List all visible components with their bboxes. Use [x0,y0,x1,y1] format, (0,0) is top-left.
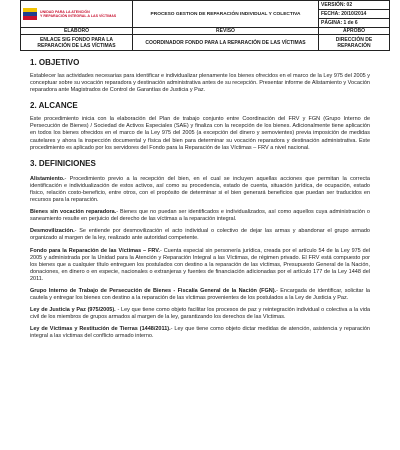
version-field: VERSIÓN: 02 [319,1,390,10]
definition-text: - Se entiende por desmovilización el acto individual o colectivo de dejar las armas y abandonar el grupo armado organizado al margen de la ley, realizado ante autoridad competente. [30,228,370,242]
colombia-flag-icon [23,8,37,20]
section-title-alcance: 2. ALCANCE [30,101,78,111]
logo-text-line1: UNIDAD PARA LA ATENCIÓN [40,10,90,14]
definition-term: Fondo para la Reparación de las Víctimas – FRV. [30,247,160,254]
definition-fgn [30,288,370,302]
elaboro-value: ENLACE SIG FONDO PARA LA REPARACIÓN DE LAS VÍCTIMAS [21,35,133,51]
definition-term: Ley de Víctimas y Restitución de Tierras (1448/2011). [30,326,171,333]
objetivo-text: Establecer las actividades necesarias para identificar e individualizar plenamente los bienes ofrecidos en el marco de la Ley 975 del 2005 y conceptuar sobre su vocación reparadora y destinación administrativa antes de su recepción. Presentar informe de Alistamiento y Vocación reparadora ante Magistrados de Control de Garantías de Justicia y Paz. [30,73,370,94]
definition-text: - Ley que tiene como objeto facilitar los procesos de paz y reintegración individual o colectiva a la vida civil de los miembros de grupos armados al margen de la ley, garantizando los derechos de las Víctimas. [30,307,371,321]
reviso-value: COORDINADOR FONDO PARA LA REPARACIÓN DE LAS VÍCTIMAS [133,35,319,51]
process-title: PROCESO GESTION DE REPARACIÓN INDIVIDUAL Y COLECTIVA [133,1,319,28]
logo-cell [21,1,133,28]
reviso-label: REVISÓ [133,28,319,35]
definition-ley-victimas [30,326,370,340]
section-title-definiciones: 3. DEFINICIONES [30,158,96,168]
page-field: PÁGINA: 1 de 6 [319,19,390,28]
unidad-victimas-logo [23,8,130,20]
definition-term: Ley de Justicia y Paz (975/2005). [30,307,116,314]
definition-text: - Cuenta especial sin personería jurídica, creada por el artículo 54 de la Ley 975 del 2005 y administrada por la Unidad para la Atención y Reparación Integral a las Víctimas, de régimen privado. El FRV está compuesto por los bienes que a cualquier título entreguen los postulados con destino a la reparación de las víctimas, Presupuesto General de la Nación, donaciones, en dinero o en especie, nacionales o extranjeras y fuentes de financiación adicionadas por el artículo 177 de la Ley 1448 del 2011. [30,247,370,282]
logo-text [40,10,116,18]
definition-text: - Procedimiento previo a la recepción del bien, en el cual se incluyen aquellas acciones que permitan la correcta identificación e individualización de estos activos, así como su procedencia, estado de cuenta, situación jurídica, de ocupación, estado físico, relación costo-beneficio, entre otros, con el propósito de determinar si el bien generará beneficios que puedan ser traducidos en recursos para la reparación. [30,175,370,204]
definition-desmovilizacion [30,228,370,242]
logo-text-line2: Y REPARACIÓN INTEGRAL A LAS VÍCTIMAS [40,14,117,18]
document-body [30,56,370,341]
definition-term: Bienes sin vocación reparadora. [30,209,117,216]
definition-text: - Bienes que no puedan ser identificados e individualizados, así como aquellos cuya administración o saneamiento resulte en perjuicio del derecho de las víctimas a la reparación integral. [30,209,370,223]
definition-bienes-sin-vocacion [30,209,370,223]
alcance-text: Este procedimiento inicia con la elaboración del Plan de trabajo conjunto entre Coordinación del FRV y FGN (Grupo Interno de Persecución de Bienes) / Sociedad de Activos Especiales (SAE) y finaliza con la recepción de los bienes. Adicionalmente tiene aplicación en todos los bienes ofrecidos en el marco de la Ley 975 del 2005 (a excepción del dinero y semovientes) previa imposición de medidas cautelares y ahora la inspección documental y física del bien para determinar su vocación reparadora y destinación administrativa. Este procedimiento es aplicado por los servidores del Fondo para la Reparación de las Víctimas – FRV a nivel nacional. [30,116,370,151]
definition-alistamiento [30,176,370,204]
definition-frv [30,248,370,283]
definition-text: - Ley que tiene como objeto dictar medidas de atención, asistencia y reparación integral a las víctimas del conflicto armado interno. [30,326,370,340]
date-field: FECHA: 20/10/2014 [319,10,390,19]
definition-term: Desmovilización. [30,228,75,235]
definition-term: Grupo Interno de Trabajo de Persecución de Bienes - Fiscalía General de la Nación (FGN). [30,287,277,294]
section-title-objetivo: 1. OBJETIVO [30,58,80,67]
elaboro-label: ELABORÓ [21,28,133,35]
aprobo-label: APROBÓ [319,28,390,35]
definition-ley-justicia-paz [30,307,370,321]
document-header [20,0,390,51]
aprobo-value: DIRECCIÓN DE REPARACIÓN [319,35,390,51]
definition-term: Alistamiento. [30,175,65,182]
definition-text: - Encargada de identificar, solicitar la cautela y entregar los bienes con destino a la reparación de las víctimas provenientes de los postulados a la Ley de Justicia y Paz. [30,287,370,302]
